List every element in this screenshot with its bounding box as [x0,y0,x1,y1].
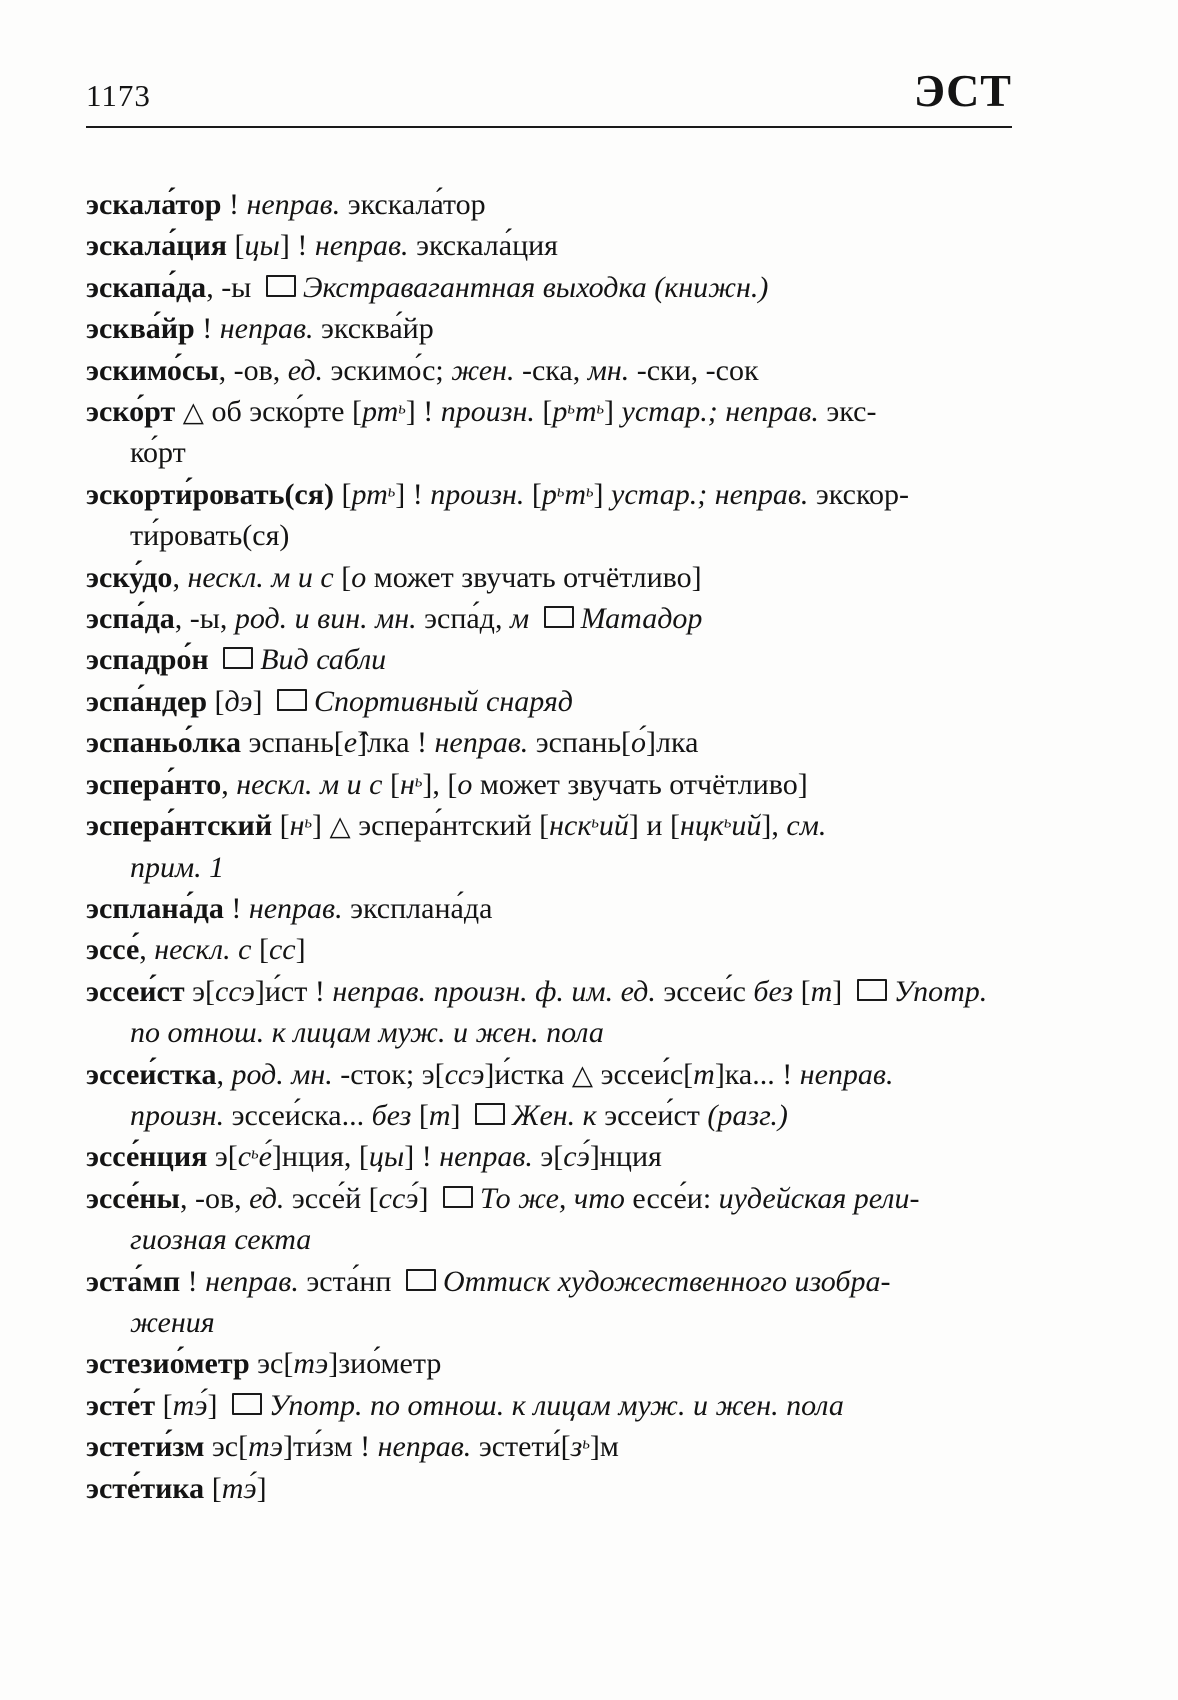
text-segment: ! [194,312,220,346]
page-number: 1173 [86,78,151,113]
text-segment: ]и́стка [484,1057,572,1091]
text-segment: неправ. [799,1057,894,1091]
text-segment: ] [252,684,271,718]
text-segment: прим. 1 [130,850,225,884]
text-segment: ь [414,771,423,791]
text-segment: т [428,1098,451,1132]
text-segment: ]лка ! [357,726,435,760]
text-segment: эссеи́стка [86,1057,217,1091]
text-segment: ]м [589,1430,619,1464]
text-segment: э[ [192,974,215,1008]
text-segment: [ [234,229,245,263]
text-segment: эс[ [211,1430,249,1464]
text-segment: ! [221,188,247,221]
text-segment: эссеи́ска... [231,1098,372,1132]
text-segment: эста́нп [306,1264,399,1298]
text-segment: ] [832,974,850,1008]
text-segment: неправ. [439,1140,541,1174]
entry-line [86,971,1012,1012]
text-segment: Употр. [893,974,988,1008]
text-segment: эссеи́с[ [593,1057,694,1091]
text-segment: ь [596,398,605,418]
text-segment: тэ [248,1430,284,1464]
text-segment: эста́мп [86,1264,181,1298]
text-segment: ь [567,398,575,418]
text-segment: ь [723,812,732,832]
text-segment: эскимо́сы [86,353,219,387]
text-segment: род. и вин. мн. [234,602,425,636]
text-segment: -сток; э[ [340,1057,445,1091]
definition-square-icon [223,647,253,669]
text-segment: [ [800,974,811,1008]
text-segment: Вид сабли [260,643,387,677]
text-segment: эксква́йр [320,312,434,346]
text-segment: по отнош. к лицам муж. и жен. пола [130,1016,604,1050]
entry-line [86,639,1012,680]
text-segment: экскала́ция [416,229,558,263]
text-segment: ь [586,481,594,501]
definition-square-icon [544,606,574,628]
text-segment: [ [390,767,400,801]
text-segment: [ [162,1388,173,1422]
text-segment: рт [361,395,399,429]
text-segment: цы [244,229,280,263]
text-segment: неправ. [314,229,417,263]
text-segment: , [172,560,188,594]
text-segment: эскапа́да [86,270,207,304]
text-segment: , [221,767,237,801]
entry-line [86,1054,1012,1095]
entry-line [86,1302,1012,1343]
text-segment: ь [251,1143,259,1163]
entry-line [86,1178,1012,1219]
text-segment: , -ы, [174,602,235,636]
text-segment: неправ. [246,188,348,221]
text-segment: ] ! [279,229,315,263]
text-segment: Употр. по отнош. к лицам муж. и жен. пола [268,1388,844,1422]
entry-line [86,764,1012,805]
text-segment: ]зио́метр [328,1347,442,1381]
text-segment: произн. [430,477,532,511]
text-segment: Спортивный снаряд [314,684,573,718]
text-segment: з [570,1430,583,1464]
text-segment: устар.; неправ. [621,395,827,429]
text-segment: (разг.) [707,1098,788,1132]
text-segment: жен. [451,353,522,387]
text-segment: эску́до [86,560,173,594]
entry-line [86,557,1012,598]
entry-line [86,391,1012,432]
text-segment: тэ́ [221,1471,257,1505]
text-segment: ]нция [589,1140,662,1174]
text-segment: н [400,767,415,801]
definition-square-icon [406,1269,436,1291]
text-segment: [ [341,560,352,594]
definition-square-icon [232,1393,262,1415]
text-segment: [ [258,933,269,967]
text-segment: ь [387,481,396,501]
text-segment: эстезио́метр [86,1347,258,1381]
text-segment: ]и́ст ! [254,974,333,1008]
text-segment: эсте́т [86,1388,163,1422]
text-segment: ] и [ [628,809,680,843]
entry-line [86,267,1012,308]
text-segment: Экстравагантная выходка (книжн.) [302,270,769,304]
entry-line [86,515,1012,556]
text-segment: эспаньо́лка [86,726,249,760]
text-segment: жения [130,1305,215,1339]
text-segment: эссе́ны [86,1181,180,1215]
text-segment: мн. [587,353,637,387]
text-segment: [ [542,395,553,429]
entry-line [86,888,1012,929]
text-segment: сэ́ [563,1140,590,1174]
text-segment: экскала́тор [347,188,486,221]
text-segment: эспера́нтский [ [350,809,550,843]
text-segment: ], [ [422,767,458,801]
text-segment: устар.; неправ. [611,477,816,511]
text-segment: эспадро́н [86,643,217,677]
text-segment: т [564,477,587,511]
text-segment: ] [593,477,612,511]
text-segment: эскимо́с; [330,353,452,387]
entry-line [86,474,1012,515]
text-segment: ессе́и: [632,1181,719,1215]
text-segment: экс- [826,395,877,429]
definition-square-icon [443,1186,473,1208]
entry-line [86,1426,1012,1467]
text-segment: То же, что [479,1181,633,1215]
entries [86,184,1012,1509]
text-segment: ] [207,1388,225,1422]
text-segment: экскор- [815,477,909,511]
text-segment: [ [211,1471,222,1505]
text-segment: эс[ [257,1347,294,1381]
entry-line [86,1219,1012,1260]
text-segment: неправ. произн. ф. им. ед. [332,974,664,1008]
text-segment: ь [591,812,599,832]
text-segment: эссе́й [ [291,1181,379,1215]
text-segment: дэ [224,684,253,718]
entry-line [86,225,1012,266]
text-segment: может звучать отчётливо] [366,560,702,594]
entry-line [86,1468,1012,1509]
text-segment: ] ! [404,1140,440,1174]
text-segment: эссеи́с [663,974,754,1008]
text-segment: ] ! [405,395,441,429]
text-segment: [ [531,477,542,511]
text-segment: без [371,1098,419,1132]
text-segment: без [753,974,801,1008]
text-segment: нск [549,809,592,843]
text-segment: э[ [214,1140,238,1174]
text-segment: Оттиск художественного изобра- [442,1264,891,1298]
text-segment: н [289,809,305,843]
text-segment: р [541,477,557,511]
entry-line [86,432,1012,473]
text-segment: ] ! [395,477,431,511]
text-segment: ]нция, [ [271,1140,369,1174]
text-segment: эксплана́да [350,891,493,925]
text-segment: ] [450,1098,468,1132]
text-segment: эскала́тор [86,188,222,221]
text-segment: , -ы [206,270,259,304]
text-segment: ]ти́зм ! [283,1430,378,1464]
text-segment: ] [256,1471,267,1505]
text-segment: неправ. [205,1264,307,1298]
text-segment: род. мн. [231,1057,341,1091]
text-segment: ко́рт [130,436,186,470]
text-segment: эсте́тика [86,1471,212,1505]
text-segment: эссе́ [86,933,140,967]
entry-line [86,1261,1012,1302]
text-segment: рт [351,477,388,511]
entry-line [86,929,1012,970]
entry-line [86,805,1012,846]
entry-line [86,722,1012,763]
text-segment: -ски, -сок [636,353,759,387]
entry-line [86,681,1012,722]
text-segment: ь [304,812,313,832]
text-segment: нцк [679,809,724,843]
text-segment: т [574,395,597,429]
text-segment: ], [761,809,787,843]
text-segment: е̂ [343,726,358,760]
entry-line [86,1095,1012,1136]
text-segment: эспань[ [535,726,632,760]
text-segment: ] [604,395,622,429]
text-segment: сс [268,933,296,967]
text-segment: ] [312,809,330,843]
text-segment: эско́рт [86,395,183,429]
text-segment: р [552,395,568,429]
text-segment: ] [418,1181,436,1215]
text-segment: эспера́нто [86,767,222,801]
text-segment: о [457,767,473,801]
text-segment: эспера́нтский [86,809,280,843]
text-segment: эссе́нция [86,1140,215,1174]
text-segment: -ска, [521,353,588,387]
text-segment: т [810,974,833,1008]
page-header [86,0,1012,128]
text-segment: эссеи́ст [604,1098,708,1132]
definition-square-icon [266,275,296,297]
text-segment: Жен. к [511,1098,605,1132]
definition-square-icon [277,689,307,711]
text-segment: ]лка [646,726,699,760]
text-segment: Матадор [580,602,703,636]
text-segment: нескл. с [154,933,259,967]
text-segment: ед. [249,1181,292,1215]
text-segment: [ [341,477,352,511]
text-segment: произн. [440,395,543,429]
text-segment: ! [223,891,249,925]
text-segment: произн. [130,1098,232,1132]
text-segment: цы [368,1140,405,1174]
text-segment: [ [418,1098,429,1132]
text-segment: ти́ровать(ся) [130,519,290,553]
text-segment: об эско́рте [ [203,395,362,429]
text-segment: нескл. м и с [187,560,342,594]
entry-line [86,350,1012,391]
text-segment: эскала́ция [86,229,235,263]
text-segment: может звучать отчётливо] [472,767,808,801]
text-segment: о [351,560,367,594]
text-segment: [ [279,809,290,843]
text-segment: эстети́[ [478,1430,571,1464]
text-segment: тэ [293,1347,329,1381]
text-segment: ь [556,481,565,501]
text-segment: м [509,602,537,636]
entry-line [86,184,1012,225]
variant-triangle-icon: △ [329,810,351,842]
entry-line [86,1136,1012,1177]
text-segment: см. [786,809,827,843]
text-segment: , [139,933,155,967]
text-segment: эспа́ндер [86,684,215,718]
text-segment: , [216,1057,232,1091]
entry-line [86,598,1012,639]
text-segment: неправ. [219,312,321,346]
text-segment: эспа́д, [424,602,510,636]
text-segment: иудейская рели- [718,1181,920,1215]
text-segment: эсква́йр [86,312,195,346]
entry-line [86,308,1012,349]
text-segment: т [693,1057,715,1091]
dictionary-page [86,0,1012,1509]
text-segment: неправ. [248,891,351,925]
text-segment: ь [582,1433,590,1453]
variant-triangle-icon: △ [571,1058,594,1090]
text-segment: эсплана́да [86,891,224,925]
text-segment: эстети́зм [86,1430,212,1464]
entry-line [86,847,1012,888]
text-segment: эспа́да [86,602,175,636]
text-segment: е́ [258,1140,272,1174]
text-segment: эспань[ [248,726,344,760]
text-segment: тэ́ [172,1388,208,1422]
entry-line [86,1343,1012,1384]
text-segment: ! [180,1264,206,1298]
text-segment: э[ [540,1140,564,1174]
text-segment: неправ. [377,1430,479,1464]
text-segment: гиозная секта [130,1223,312,1257]
text-segment: ] [295,933,306,967]
text-segment: ссэ́ [378,1181,419,1215]
text-segment: о́ [631,726,647,760]
entry-line [86,1012,1012,1053]
text-segment: , -ов, [218,353,288,387]
text-segment: [ [214,684,225,718]
text-segment: нескл. м и с [236,767,390,801]
text-segment: ед. [287,353,331,387]
entry-line [86,1385,1012,1426]
text-segment: ]ка... ! [714,1057,800,1091]
definition-square-icon [857,979,887,1001]
text-segment: , -ов, [179,1181,250,1215]
definition-square-icon [475,1103,505,1125]
text-segment: ссэ [444,1057,485,1091]
text-segment: ь [398,398,406,418]
variant-triangle-icon: △ [182,396,204,428]
text-segment: с [237,1140,252,1174]
text-segment: эскорти́ровать(ся) [86,477,342,511]
text-segment: неправ. [434,726,536,760]
text-segment: ий [598,809,629,843]
text-segment: ий [731,809,762,843]
text-segment: эссеи́ст [86,974,193,1008]
running-head: ЭСТ [913,65,1012,116]
text-segment: ссэ [215,974,255,1008]
